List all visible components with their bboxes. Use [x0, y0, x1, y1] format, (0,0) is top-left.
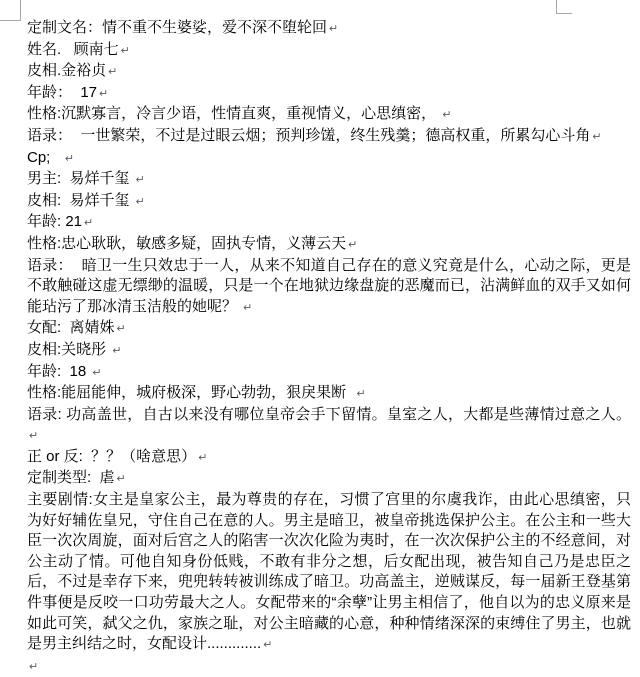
- pilcrow-mark-icon: ↵: [348, 238, 358, 251]
- pilcrow-mark-icon: ↵: [442, 109, 452, 122]
- paragraph-text: 定制文名：情不重不生婆娑，爱不深不堕轮回: [27, 19, 328, 36]
- paragraph-text: 语录： 暗卫一生只效忠于一人，从来不知道自己存在的意义究竟是什么，心动之际，更是不敢触碰这虚无缥缈的温暖，只是一个在地狱边缘盘旋的恶魔而已，沾满鲜血的双手又如何能玷污了那冰清玉洁般的她呢？: [27, 256, 631, 315]
- paragraph-text: 主要剧情:女主是皇家公主，最为尊贵的存在，习惯了宫里的尔虞我诈，由此心思缜密，只为好好辅佐皇兄，守住自己在意的人。男主是暗卫，被皇帝挑选保护公主。在公主和一些大臣一次次周旋，面对后宫之人的陷害一次次化险为夷时，在一次次保护公主的不经意间，对公主动了情。可他自知身份低贱，不敢有非分之想，后女配出现，被告知自己乃是忠臣之后，不过是幸存下来，兜兜转转被训练成了暗卫。功高盖主，逆贼谋反，每一届新王登基第件事便是反咬一口功劳最大之人。女配带来的“余孽”让男主相信了，他自以为的忠义原来是如此可笑，弑父之仇，家族之耻，对公主暗藏的心意，种种情绪深深的束缚住了男主，也就是男主纠结之时，女配设计.............: [27, 491, 631, 653]
- text-boundary-crop-mark-top-left-icon: [0, 0, 21, 21]
- paragraph: [27, 256, 631, 319]
- paragraph-text: 定制类型: 虐: [27, 469, 115, 487]
- pilcrow-mark-icon: ↵: [116, 473, 126, 486]
- paragraph-text: 语录: 功高盖世，自古以来没有哪位皇帝会手下留情。皇室之人，大都是些薄情过意之人。: [27, 405, 631, 423]
- paragraph: [27, 126, 631, 148]
- paragraph: [27, 362, 631, 384]
- paragraph: [27, 468, 631, 490]
- paragraph-text: 正 or 反: ？？（啥意思）: [27, 447, 197, 465]
- paragraph-text: 年龄: 18: [27, 362, 91, 380]
- paragraph: [27, 656, 631, 677]
- paragraph-text: Cp;: [27, 148, 63, 166]
- paragraph-text: 皮相: 易烊千玺: [27, 191, 134, 209]
- paragraph: [27, 83, 631, 105]
- pilcrow-mark-icon: ↵: [64, 152, 75, 165]
- pilcrow-mark-icon: ↵: [243, 301, 253, 314]
- pilcrow-mark-icon: ↵: [356, 388, 366, 401]
- paragraph-text: 性格:忠心耿耿，敏感多疑，固执专情，义薄云天: [27, 234, 347, 252]
- paragraph: [27, 447, 631, 469]
- pilcrow-mark-icon: ↵: [29, 660, 39, 673]
- pilcrow-mark-icon: ↵: [108, 66, 118, 79]
- document-content: [27, 18, 631, 677]
- paragraph: [27, 490, 631, 656]
- paragraph-text: 皮相.金裕贞: [27, 62, 107, 80]
- pilcrow-mark-icon: ↵: [92, 366, 102, 379]
- paragraph: [27, 104, 631, 126]
- paragraph: [27, 318, 631, 340]
- paragraph: [27, 212, 631, 234]
- paragraph: [27, 18, 631, 40]
- pilcrow-mark-icon: ↵: [120, 44, 130, 57]
- pilcrow-mark-icon: ↵: [84, 217, 94, 230]
- pilcrow-mark-icon: ↵: [263, 639, 273, 652]
- paragraph: [27, 169, 631, 191]
- paragraph-text: 年龄： 17: [27, 83, 98, 101]
- paragraph: [27, 340, 631, 362]
- paragraph: [27, 405, 631, 447]
- text-boundary-crop-mark-top-right-icon: [556, 0, 572, 14]
- paragraph: [27, 61, 631, 83]
- paragraph: [27, 191, 631, 213]
- pilcrow-mark-icon: ↵: [198, 451, 208, 464]
- pilcrow-mark-icon: ↵: [99, 87, 109, 100]
- paragraph: [27, 148, 631, 170]
- pilcrow-mark-icon: ↵: [135, 174, 145, 187]
- paragraph-text: 姓名. 顾南七: [27, 40, 119, 58]
- paragraph-text: 性格:沉默寡言，冷言少语，性情直爽，重视情义，心思缜密，: [27, 105, 441, 123]
- paragraph-text: 皮相:关晓彤: [27, 340, 111, 358]
- pilcrow-mark-icon: ↵: [135, 195, 145, 208]
- paragraph-text: 性格:能屈能伸，城府极深，野心勃勃，狠戾果断: [27, 384, 355, 402]
- pilcrow-mark-icon: ↵: [112, 344, 122, 357]
- paragraph-text: 语录： 一世繁荣，不过是过眼云烟；预判珍馐，终生残羹；德高权重，所累勾心斗角: [27, 126, 591, 144]
- pilcrow-mark-icon: ↵: [592, 130, 602, 143]
- paragraph-text: 男主: 易烊千玺: [27, 170, 134, 188]
- paragraph: [27, 40, 631, 62]
- paragraph-text: 女配: 离婧姝: [27, 319, 115, 337]
- paragraph-text: 年龄: 21: [27, 213, 83, 231]
- pilcrow-mark-icon: ↵: [329, 23, 339, 35]
- paragraph: [27, 383, 631, 405]
- paragraph: [27, 234, 631, 256]
- pilcrow-mark-icon: ↵: [29, 430, 39, 443]
- pilcrow-mark-icon: ↵: [116, 323, 126, 336]
